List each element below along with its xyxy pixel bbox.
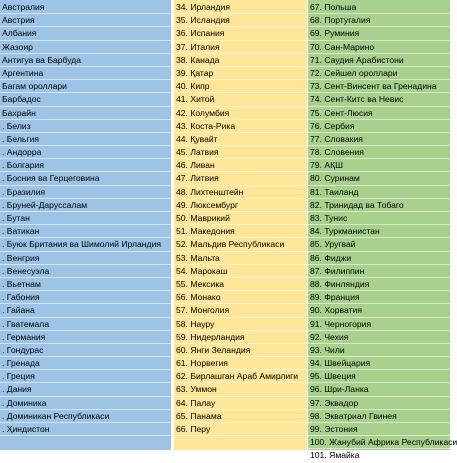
country-row: . Венгрия xyxy=(0,252,171,265)
country-row: 55. Мексика xyxy=(174,278,307,291)
country-row: 73. Сент-Винсент ва Гренадина xyxy=(308,80,450,93)
country-row: . Бутан xyxy=(0,212,171,225)
country-row: 93. Чили xyxy=(308,344,450,357)
country-row: 80. Суринам xyxy=(308,172,450,185)
country-row: Албания xyxy=(0,27,171,40)
country-row: 60. Янги Зеландия xyxy=(174,344,307,357)
country-row: . Дания xyxy=(0,383,171,396)
country-row: 77. Словакия xyxy=(308,133,450,146)
country-row: 65. Панама xyxy=(174,410,307,423)
country-row: 48. Лихтенштейн xyxy=(174,186,307,199)
country-row: 42. Колумбия xyxy=(174,107,307,120)
country-row: 71. Саудия Арабистони xyxy=(308,54,450,67)
country-row: 87. Филиппин xyxy=(308,265,450,278)
country-row: 43. Коста-Рика xyxy=(174,120,307,133)
country-row: . Германия xyxy=(0,331,171,344)
country-row: Жазоир xyxy=(0,41,171,54)
country-row: . Бразилия xyxy=(0,186,171,199)
country-row: 83. Тунис xyxy=(308,212,450,225)
country-row: 49. Люксембург xyxy=(174,199,307,212)
country-row: 66. Перу xyxy=(174,423,307,436)
country-row: 79. АҚШ xyxy=(308,159,450,172)
column-1 xyxy=(0,0,171,450)
country-row: . Андорра xyxy=(0,146,171,159)
country-row: . Гайана xyxy=(0,304,171,317)
country-row: . Белиз xyxy=(0,120,171,133)
country-row: . Гондурас xyxy=(0,344,171,357)
country-row: 67. Польша xyxy=(308,1,450,14)
country-row: 69. Руминия xyxy=(308,27,450,40)
country-row: 58. Науру xyxy=(174,318,307,331)
country-row: 70. Сан-Марино xyxy=(308,41,450,54)
country-row: 38. Канада xyxy=(174,54,307,67)
country-row: 78. Словения xyxy=(308,146,450,159)
country-row: 95. Швеция xyxy=(308,370,450,383)
country-row: Антигуа ва Барбуда xyxy=(0,54,171,67)
country-row: 37. Италия xyxy=(174,41,307,54)
country-row: Австрия xyxy=(0,14,171,27)
country-row: 76. Сербия xyxy=(308,120,450,133)
country-row: 35. Исландия xyxy=(174,14,307,27)
country-row: . Венесуэла xyxy=(0,265,171,278)
country-row: 68. Португалия xyxy=(308,14,450,27)
country-row: Аргентина xyxy=(0,67,171,80)
country-row: 100. Жанубий Африка Республикаси xyxy=(308,436,450,449)
country-row: 54. Марокаш xyxy=(174,265,307,278)
country-row: . Вьетнам xyxy=(0,278,171,291)
country-row: 97. Эквадор xyxy=(308,397,450,410)
country-row: . Ватикан xyxy=(0,225,171,238)
column-2 xyxy=(174,0,307,450)
country-row: 45. Латвия xyxy=(174,146,307,159)
country-row: 101. Ямайка xyxy=(308,449,450,462)
country-row: . Гватемала xyxy=(0,318,171,331)
country-row: . Бруней-Даруссалам xyxy=(0,199,171,212)
country-row: . Буюк Британия ва Шимолий Ирландия xyxy=(0,238,171,251)
country-row: 57. Монголия xyxy=(174,304,307,317)
country-row: . Босния ва Герцеговина xyxy=(0,172,171,185)
country-row: 36. Испания xyxy=(174,27,307,40)
country-row: 56. Монако xyxy=(174,291,307,304)
country-row: 74. Сент-Китс ва Невис xyxy=(308,93,450,106)
country-row: 91. Черногория xyxy=(308,318,450,331)
country-row: Бахрайн xyxy=(0,107,171,120)
country-row: 61. Норвегия xyxy=(174,357,307,370)
country-row: 98. Экватриал Гвинея xyxy=(308,410,450,423)
country-row: 88. Финляндия xyxy=(308,278,450,291)
country-row: 85. Уругвай xyxy=(308,238,450,251)
country-row: 41. Хитой xyxy=(174,93,307,106)
country-row: 63. Уммон xyxy=(174,383,307,396)
country-row: 53. Мальта xyxy=(174,252,307,265)
country-row: 46. Ливан xyxy=(174,159,307,172)
country-row: 94. Швейцария xyxy=(308,357,450,370)
country-row: 90. Хорватия xyxy=(308,304,450,317)
country-row: 40. Кипр xyxy=(174,80,307,93)
country-row: . Гренада xyxy=(0,357,171,370)
country-row: 44. Қувайт xyxy=(174,133,307,146)
country-row: 64. Палау xyxy=(174,397,307,410)
country-row: 62. Бирлашган Араб Амирлиги xyxy=(174,370,307,383)
country-row: 59. Нидерландия xyxy=(174,331,307,344)
country-row: . Доминика xyxy=(0,397,171,410)
country-row: . Бельгия xyxy=(0,133,171,146)
country-row: Багам ороллари xyxy=(0,80,171,93)
country-row: Австралия xyxy=(0,1,171,14)
country-row: 51. Македония xyxy=(174,225,307,238)
country-row: 82. Тринидад ва Тобаго xyxy=(308,199,450,212)
country-row: 39. Қатар xyxy=(174,67,307,80)
country-row: . Ҳиндистон xyxy=(0,423,171,436)
country-row: . Доминикан Республикаси xyxy=(0,410,171,423)
country-row: 89. Франция xyxy=(308,291,450,304)
column-3 xyxy=(308,0,457,461)
country-row: 99. Эстония xyxy=(308,423,450,436)
country-row: 75. Сент-Люсия xyxy=(308,107,450,120)
country-row: . Габония xyxy=(0,291,171,304)
country-row: 86. Фиджи xyxy=(308,252,450,265)
country-row: 81. Таиланд xyxy=(308,186,450,199)
country-row: . Греция xyxy=(0,370,171,383)
country-row: . Болгария xyxy=(0,159,171,172)
country-row: Барбадос xyxy=(0,93,171,106)
country-row: 52. Мальдив Республикаси xyxy=(174,238,307,251)
country-row: 72. Сейшел ороллари xyxy=(308,67,450,80)
country-row: 96. Шри-Ланка xyxy=(308,383,450,396)
country-row: 92. Чехия xyxy=(308,331,450,344)
country-row: 84. Туркманистан xyxy=(308,225,450,238)
country-row: 47. Литвия xyxy=(174,172,307,185)
country-row: 50. Маврикий xyxy=(174,212,307,225)
country-row: 34. Ирландия xyxy=(174,1,307,14)
